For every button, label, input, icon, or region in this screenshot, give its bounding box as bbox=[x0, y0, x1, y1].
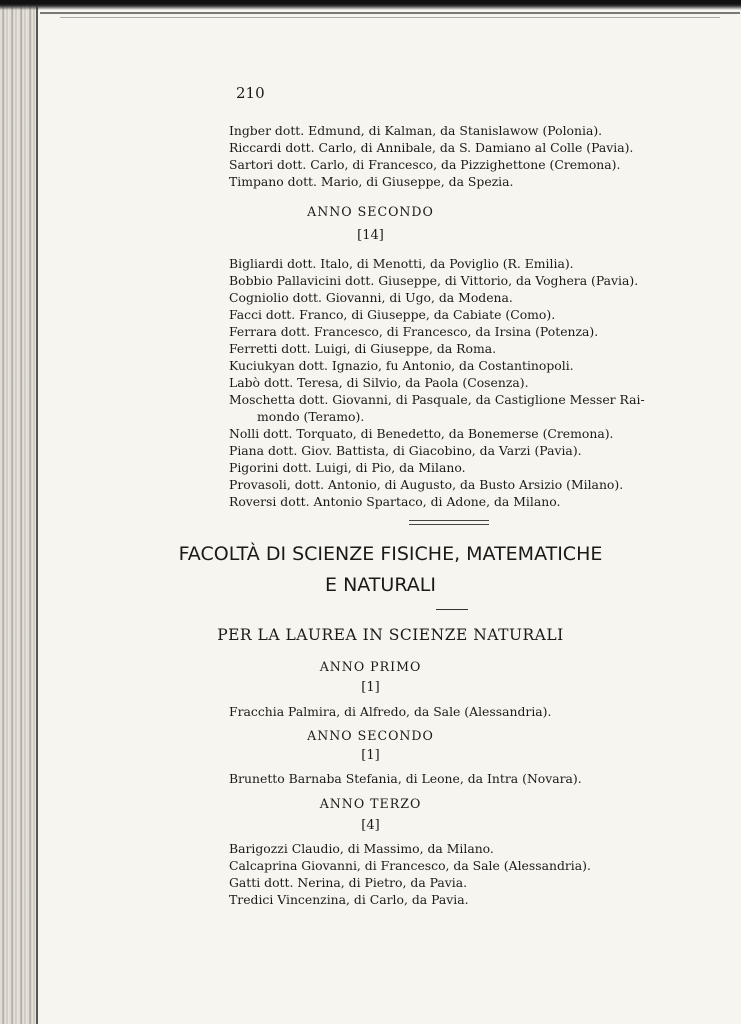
degree-heading: PER LA LAUREA IN SCIENZE NATURALI bbox=[217, 626, 564, 644]
section-separator bbox=[409, 520, 489, 521]
top-rule-secondary bbox=[60, 17, 720, 18]
title-rule bbox=[436, 609, 468, 610]
list-item: Pigorini dott. Luigi, di Pio, da Milano. bbox=[229, 460, 466, 475]
list-item: Bigliardi dott. Italo, di Menotti, da Poviglio (R. Emilia). bbox=[229, 256, 574, 271]
student-list-anno-secondo bbox=[229, 255, 645, 510]
spine-shadow bbox=[36, 0, 38, 1024]
student-list-anno-secondo-naturali bbox=[229, 770, 582, 787]
list-item: Provasoli, dott. Antonio, di Augusto, da Busto Arsizio (Milano). bbox=[229, 477, 624, 492]
year-heading: ANNO SECONDO bbox=[307, 204, 434, 219]
list-item: Fracchia Palmira, di Alfredo, da Sale (Alessandria). bbox=[229, 704, 552, 719]
top-rule bbox=[40, 12, 740, 14]
student-count: [1] bbox=[361, 680, 380, 695]
list-item: Cogniolio dott. Giovanni, di Ugo, da Modena. bbox=[229, 290, 513, 305]
list-item: Roversi dott. Antonio Spartaco, di Adone, da Milano. bbox=[229, 494, 561, 509]
faculty-title-continuation: E NATURALI bbox=[325, 574, 436, 596]
list-item: Bobbio Pallavicini dott. Giuseppe, di Vittorio, da Voghera (Pavia). bbox=[229, 273, 639, 288]
student-list-anno-primo bbox=[229, 703, 551, 720]
faculty-title: FACOLTÀ DI SCIENZE FISICHE, MATEMATICHE bbox=[178, 543, 603, 565]
list-item: Sartori dott. Carlo, di Francesco, da Pizzighettone (Cremona). bbox=[229, 157, 621, 172]
student-count: [14] bbox=[357, 228, 384, 243]
year-heading: ANNO SECONDO bbox=[307, 728, 434, 743]
list-item: Ferretti dott. Luigi, di Giuseppe, da Roma. bbox=[229, 341, 497, 356]
list-item: Kuciukyan dott. Ignazio, fu Antonio, da Costantinopoli. bbox=[229, 358, 574, 373]
list-item: Timpano dott. Mario, di Giuseppe, da Spezia. bbox=[229, 174, 514, 189]
page-number: 210 bbox=[236, 84, 265, 102]
book-spine-edge bbox=[0, 0, 38, 1024]
list-item: Barigozzi Claudio, di Massimo, da Milano. bbox=[229, 841, 494, 856]
student-list-anno-terzo bbox=[229, 840, 591, 908]
list-item: Facci dott. Franco, di Giuseppe, da Cabiate (Como). bbox=[229, 307, 556, 322]
student-count: [4] bbox=[361, 818, 380, 833]
list-item: Tredici Vincenzina, di Carlo, da Pavia. bbox=[229, 892, 469, 907]
list-item: Calcaprina Giovanni, di Francesco, da Sale (Alessandria). bbox=[229, 858, 591, 873]
top-scan-edge bbox=[0, 0, 741, 10]
student-list-top bbox=[229, 122, 633, 190]
list-item: Labò dott. Teresa, di Silvio, da Paola (Cosenza). bbox=[229, 375, 529, 390]
list-item: Nolli dott. Torquato, di Benedetto, da Bonemerse (Cremona). bbox=[229, 426, 614, 441]
list-item: Ferrara dott. Francesco, di Francesco, da Irsina (Potenza). bbox=[229, 324, 599, 339]
list-item-continuation: mondo (Teramo). bbox=[257, 409, 365, 424]
student-count: [1] bbox=[361, 748, 380, 763]
section-separator bbox=[409, 524, 489, 525]
list-item: Moschetta dott. Giovanni, di Pasquale, da Castiglione Messer Rai- bbox=[229, 392, 645, 407]
list-item: Riccardi dott. Carlo, di Annibale, da S. Damiano al Colle (Pavia). bbox=[229, 140, 634, 155]
list-item: Piana dott. Giov. Battista, di Giacobino, da Varzi (Pavia). bbox=[229, 443, 582, 458]
year-heading: ANNO PRIMO bbox=[319, 659, 422, 674]
list-item: Brunetto Barnaba Stefania, di Leone, da Intra (Novara). bbox=[229, 771, 582, 786]
list-item: Ingber dott. Edmund, di Kalman, da Stanislawow (Polonia). bbox=[229, 123, 603, 138]
year-heading: ANNO TERZO bbox=[319, 796, 422, 811]
list-item: Gatti dott. Nerina, di Pietro, da Pavia. bbox=[229, 875, 468, 890]
